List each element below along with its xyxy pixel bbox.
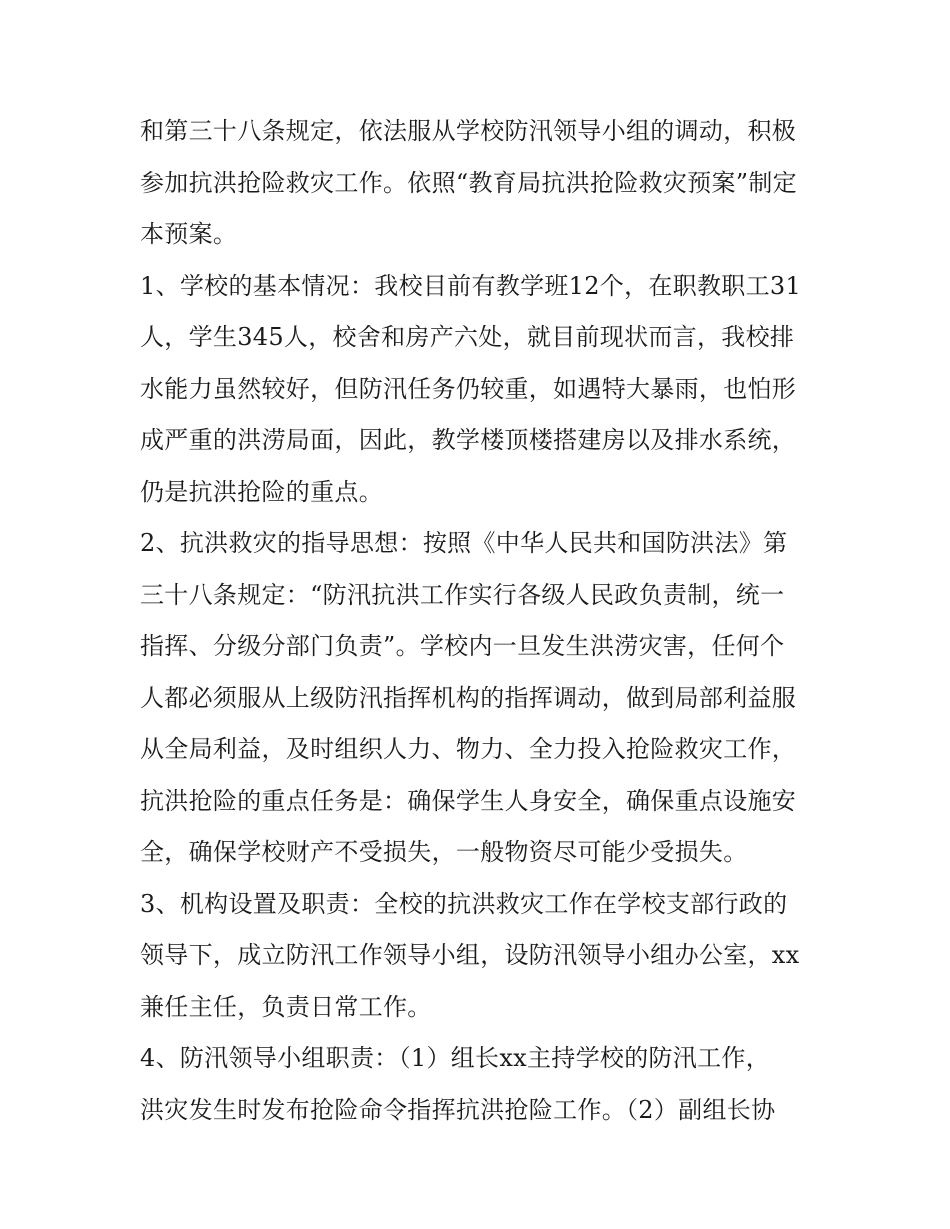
text-line: 和第三十八条规定，依法服从学校防汛领导小组的调动，积极 <box>140 117 797 145</box>
text-line: 水能力虽然较好，但防汛任务仍较重，如遇特大暴雨，也怕形 <box>140 374 797 403</box>
text-line: 从全局利益，及时组织人力、物力、全力投入抢险救灾工作， <box>140 735 797 763</box>
text-line: 指挥、分级分部门负责”。学校内一旦发生洪涝灾害，任何个 <box>140 632 785 660</box>
text-line: 4、防汛领导小组职责：（1）组长xx主持学校的防汛工作， <box>140 1044 771 1072</box>
text-line: 人都必须服从上级防汛指挥机构的指挥调动，做到局部利益服 <box>140 683 797 712</box>
text-line: 本预案。 <box>140 220 238 248</box>
text-line: 仍是抗洪抢险的重点。 <box>140 477 383 506</box>
text-line: 兼任主任，负责日常工作。 <box>140 992 432 1021</box>
text-line: 参加抗洪抢险救灾工作。依照“教育局抗洪抢险救灾预案”制定 <box>140 168 797 197</box>
text-line: 领导下，成立防汛工作领导小组，设防汛领导小组办公室，xx <box>140 941 800 969</box>
text-line: 人，学生345人，校舍和房产六处，就目前现状而言，我校排 <box>140 323 795 351</box>
text-line: 抗洪抢险的重点任务是：确保学生人身安全，确保重点设施安 <box>140 786 797 815</box>
text-line: 3、机构设置及职责：全校的抗洪救灾工作在学校支部行政的 <box>140 889 788 918</box>
text-line: 全，确保学校财产不受损失，一般物资尽可能少受损失。 <box>140 838 748 866</box>
text-line: 洪灾发生时发布抢险命令指挥抗洪抢险工作。（2）副组长协 <box>140 1095 776 1124</box>
text-line: 2、抗洪救灾的指导思想：按照《中华人民共和国防洪法》第 <box>140 529 788 557</box>
text-line: 三十八条规定：“防汛抗洪工作实行各级人民政负责制，统一 <box>140 580 785 609</box>
text-line: 1、学校的基本情况：我校目前有教学班12个，在职教职工31 <box>140 271 802 300</box>
text-line: 成严重的洪涝局面，因此，教学楼顶楼搭建房以及排水系统， <box>140 426 797 454</box>
document-body <box>140 106 820 1136</box>
